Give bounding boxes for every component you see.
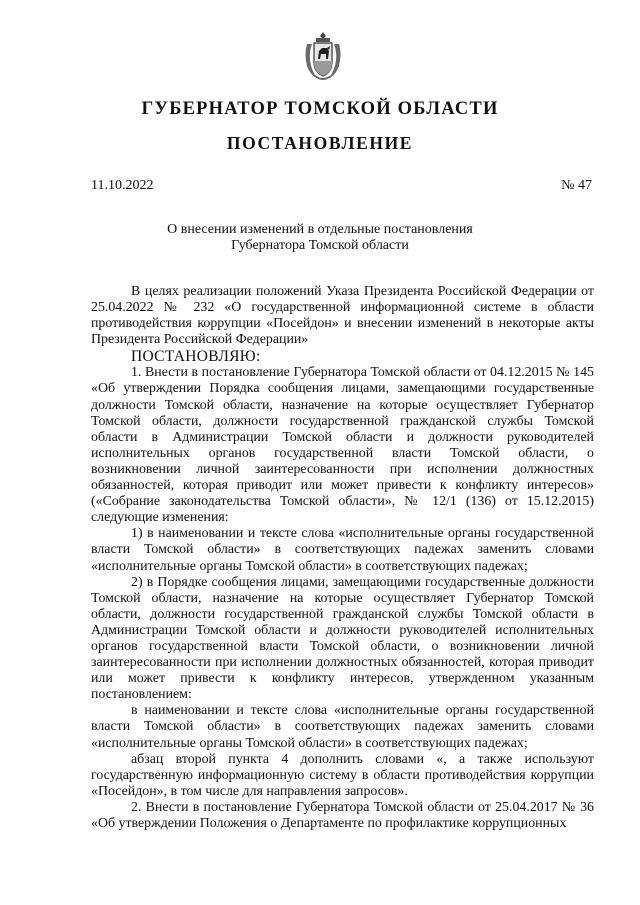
decree-word: ПОСТАНОВЛЯЮ: [131, 348, 261, 366]
document-body [91, 284, 594, 832]
item-2-paragraph: 2. Внести в постановление Губернатора Томской области от 25.04.2017 № 36 «Об утверждении Положения о Департаменте по профилактике коррупционных [91, 799, 594, 831]
coat-of-arms-icon [303, 30, 343, 82]
subject-line-2: Губернатора Томской области [231, 238, 409, 253]
subject-line-1: О внесении изменений в отдельные постановления [167, 222, 473, 237]
item-1-subitem-2: 2) в Порядке сообщения лицами, замещающими государственные должности Томской области, назначение на которые осуществляет Губернатор Томской области, должности государственной гражданской службы Томской области в Администрации Томской области и должности руководителей исполнительных органов государственной власти Томской области, о возникновении личной заинтересованности при исполнении должностных обязанностей, которая приводит или может привести к конфликту интересов, утвержденном указанным постановлением: [91, 574, 594, 703]
document-date: 11.10.2022 [91, 178, 154, 193]
document-subject [0, 222, 640, 254]
item-1-subitem-2-para-a: в наименовании и тексте слова «исполнительные органы государственной власти Томской области» в соответствующих падежах заменить словами «исполнительные органы Томской области» в соответствующих падежах; [91, 703, 594, 751]
item-1-subitem-2-para-b: абзац второй пункта 4 дополнить словами «, а также используют государственную информационную систему в области противодействия коррупции «Посейдон», в том числе для направления запросов». [91, 751, 594, 799]
item-1-paragraph: 1. Внести в постановление Губернатора Томской области от 04.12.2015 № 145 «Об утверждении Порядка сообщения лицами, замещающими государственные должности Томской области, назначение на которые осуществляет Губернатор Томской области, должности государственной гражданской службы Томской области в Администрации Томской области и должности руководителей исполнительных органов государственной власти Томской области, о возникновении личной заинтересованности при исполнении должностных обязанностей, которая приводит или может привести к конфликту интересов» («Собрание законодательства Томской области», № 12/1 (136) от 15.12.2015) следующие изменения: [91, 365, 594, 526]
document-type-heading: ПОСТАНОВЛЕНИЕ [226, 133, 414, 153]
preamble-paragraph: В целях реализации положений Указа Президента Российской Федерации от 25.04.2022 № 232 «О государственной информационной системе в области противодействия коррупции «Посейдон» и внесении изменений в некоторые акты Президента Российской Федерации» [91, 284, 594, 348]
authority-heading: ГУБЕРНАТОР ТОМСКОЙ ОБЛАСТИ [141, 99, 499, 119]
item-1-subitem-1: 1) в наименовании и тексте слова «исполнительные органы государственной власти Томской области» в соответствующих падежах заменить словами «исполнительные органы Томской области» в соответствующих падежах; [91, 526, 594, 574]
document-number: № 47 [561, 178, 592, 193]
